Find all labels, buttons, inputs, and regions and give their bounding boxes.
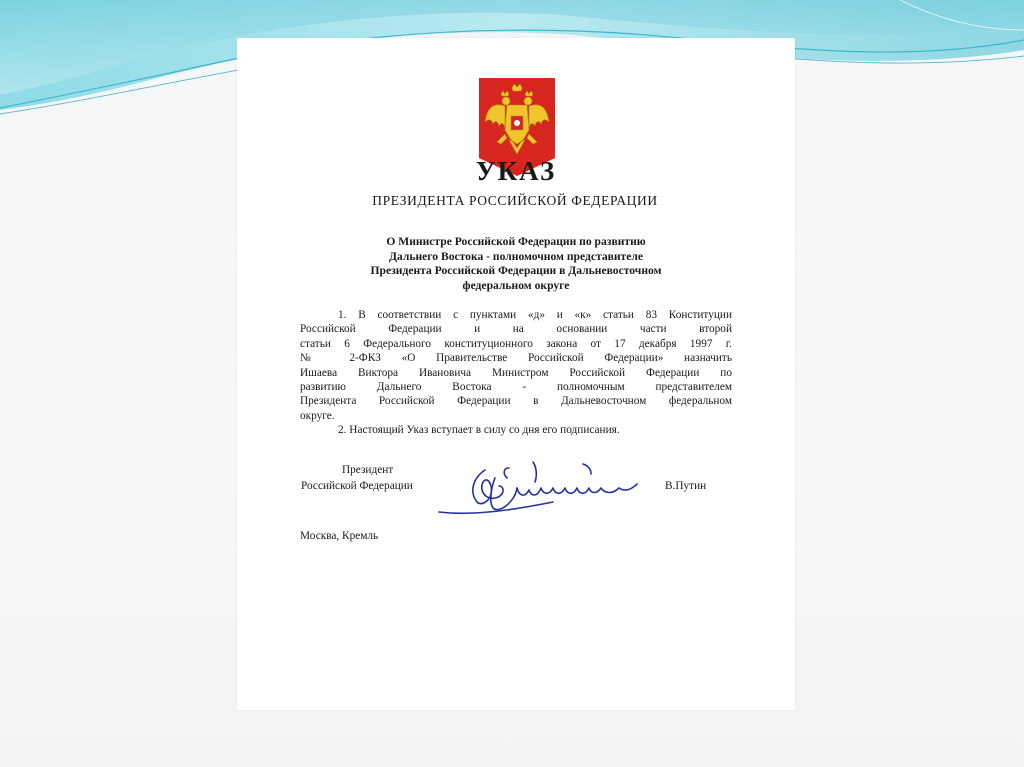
heading-line: Дальнего Востока - полномочном представителе — [388, 249, 644, 263]
signing-place: Москва, Кремль — [300, 530, 379, 542]
body-line: 1. В соответствии с пунктами «д» и «к» статьи 83 Конституции — [338, 309, 732, 321]
signatory-title-line2: Российской Федерации — [301, 480, 413, 492]
body-line: Ишаева Виктора Ивановича Министром Российской Федерации по — [300, 366, 732, 379]
body-line: округе. — [300, 409, 335, 422]
body-line: развитию Дальнего Востока - полномочным представителем — [300, 381, 732, 394]
body-line: Президента Российской Федерации в Дальневосточном федеральном — [300, 395, 732, 408]
heading-line: Президента Российской Федерации в Дальневосточном — [370, 264, 662, 278]
handwritten-signature — [433, 458, 665, 518]
signature-block — [237, 38, 795, 710]
signatory-name: В.Путин — [665, 480, 707, 492]
body-line: 2. Настоящий Указ вступает в силу со дня его подписания. — [338, 424, 620, 437]
body-line: Российской Федерации и на основании части второй — [300, 323, 732, 336]
body-line: № 2-ФКЗ «О Правительстве Российской Федерации» назначить — [300, 352, 732, 365]
heading-line: О Министре Российской Федерации по развитию — [386, 235, 646, 248]
body-line: статьи 6 Федерального конституционного закона от 17 декабря 1997 г. — [300, 337, 732, 350]
decree-document — [237, 38, 795, 710]
decree-title: УКАЗ — [475, 156, 557, 186]
signatory-title-line1: Президент — [342, 464, 394, 476]
heading-line: федеральном округе — [462, 278, 570, 292]
decree-subtitle: ПРЕЗИДЕНТА РОССИЙСКОЙ ФЕДЕРАЦИИ — [372, 193, 658, 208]
